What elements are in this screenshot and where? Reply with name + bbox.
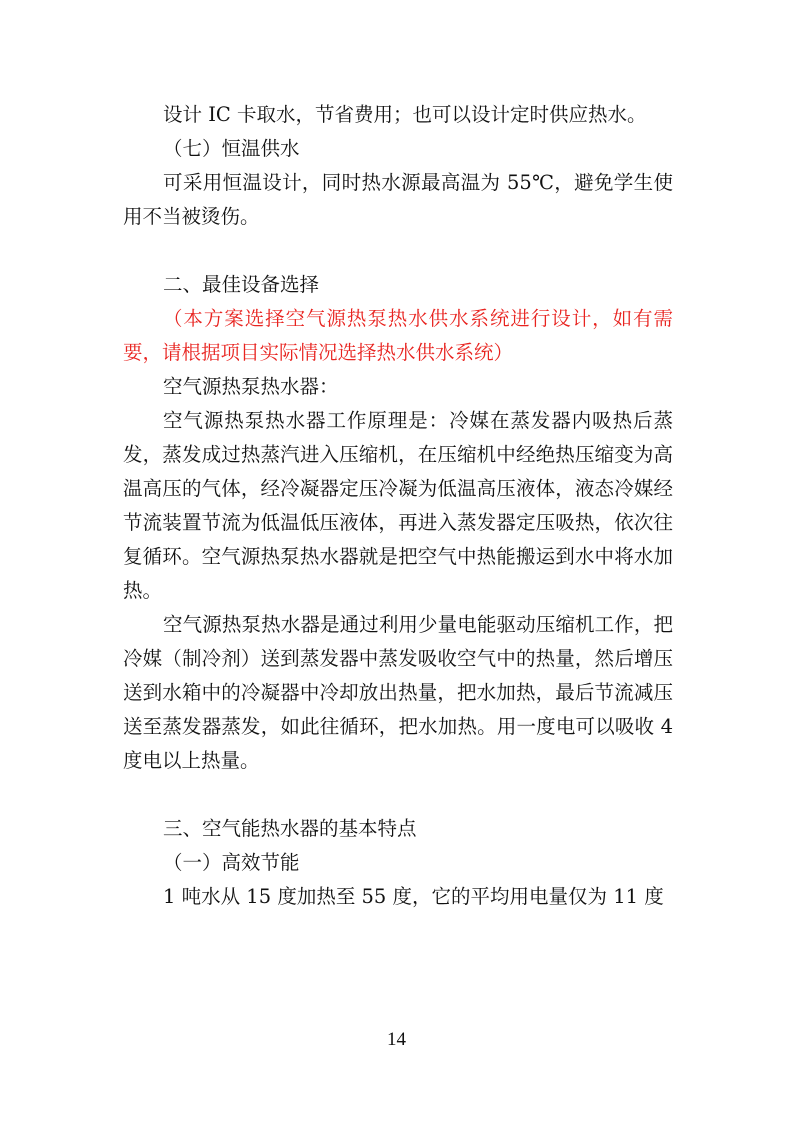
note-scheme-selection: （本方案选择空气源热泵热水供水系统进行设计，如有需要，请根据项目实际情况选择热水供水系统） <box>123 307 673 364</box>
section-gap <box>123 778 673 812</box>
document-body <box>123 98 673 914</box>
paragraph-power-consumption: 1 吨水从 15 度加热至 55 度，它的平均用电量仅为 11 度 <box>163 885 664 908</box>
paragraph-working-principle: 空气源热泵热水器工作原理是：冷媒在蒸发器内吸热后蒸发，蒸发成过热蒸汽进入压缩机，在压缩机中经绝热压缩变为高温高压的气体，经冷凝器定压冷凝为低温高压液体，液态冷媒经节流装置节流为低温低压液体，再进入蒸发器定压吸热，依次往复循环。空气源热泵热水器就是把空气中热能搬运到水中将水加热。 <box>123 409 673 602</box>
heading-constant-temperature: （七）恒温供水 <box>163 137 300 160</box>
paragraph-constant-temperature: 可采用恒温设计，同时热水源最高温为 55℃，避免学生使用不当被烫伤。 <box>123 171 673 228</box>
page-number: 14 <box>387 1029 406 1050</box>
section-heading-features: 三、空气能热水器的基本特点 <box>163 817 417 840</box>
heading-heat-pump: 空气源热泵热水器： <box>163 375 339 398</box>
heading-efficiency: （一）高效节能 <box>163 851 300 874</box>
paragraph-ic-card: 设计 IC 卡取水，节省费用；也可以设计定时供应热水。 <box>163 103 647 126</box>
section-gap <box>123 234 673 268</box>
paragraph-energy-transfer: 空气源热泵热水器是通过利用少量电能驱动压缩机工作，把冷媒（制冷剂）送到蒸发器中蒸发吸收空气中的热量，然后增压送到水箱中的冷凝器中冷却放出热量，把水加热，最后节流减压送至蒸发器蒸发，如此往循环，把水加热。用一度电可以吸收 4 度电以上热量。 <box>123 613 673 772</box>
section-heading-equipment: 二、最佳设备选择 <box>163 273 320 296</box>
